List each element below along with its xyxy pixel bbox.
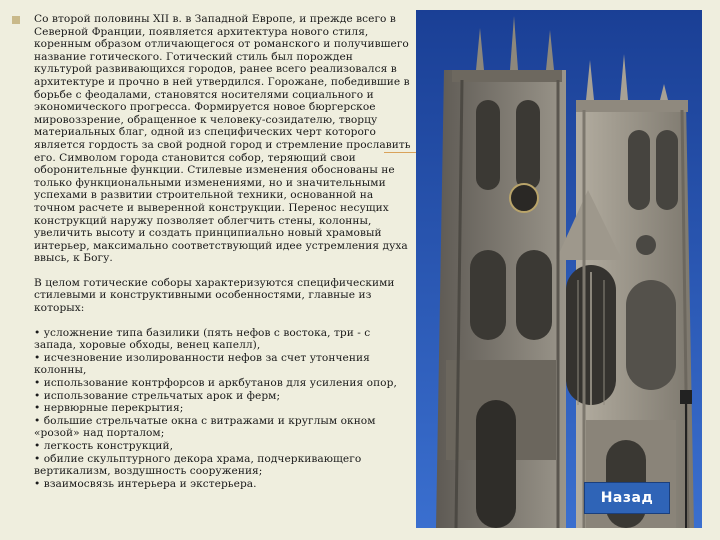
feature-item: • обилие скульптурного декора храма, подчеркивающего вертикализм, воздушность сооружения; (34, 452, 362, 478)
feature-item: • взаимосвязь интерьера и экстерьера. (34, 477, 257, 490)
intro-paragraph: Со второй половины XII в. в Западной Европе, и прежде всего в Северной Франции, появляется архитектура нового стиля, коренным образом отличающегося от романского и получившего название готического. Готический стиль был порожден культурой развивающихся городов, ранее всего реализовался в архитектуре и прочно в ней утвердился. Горожане, победившие в борьбе с феодалами, становятся носителями социального и экономического прогресса. Формируется новое бюргерское мировоззрение, обращенное к человеку-созидателю, творцу материальных благ, одной из специфических черт которого является гордость за свой родной город и стремление прославить его. Символом города становится собор, теряющий свои оборонительные функции. Стилевые изменения обоснованы не только функциональными изменениями, но и значительными успехами в развитии строительной техники, основанной на точном расчете и выверенной конструкции. Перенос несущих конструкций наружу позволяет облегчить стены, колонны, увеличить высоту и создать принципиально новый храмовый интерьер, максимально соответствующий идее устремления духа ввысь, к Богу. (34, 13, 411, 265)
feature-item: • использование стрельчатых арок и ферм; (34, 389, 281, 402)
connector-line (384, 152, 418, 153)
main-text (34, 13, 414, 490)
cathedral-illustration (416, 10, 702, 528)
cathedral-photo (416, 10, 702, 528)
feature-item: • большие стрельчатые окна с витражами и круглым окном «розой» над порталом; (34, 414, 376, 440)
features-intro: В целом готические соборы характеризуются специфическими стилевыми и конструктивными особенностями, главные из которых: (34, 276, 395, 315)
feature-item: • нервюрные перекрытия; (34, 402, 184, 415)
square-bullet-icon (12, 16, 20, 24)
feature-item: • легкость конструкций, (34, 440, 174, 452)
feature-item: • исчезновение изолированности нефов за счет утончения колонны, (34, 351, 370, 377)
feature-item: • использование контрфорсов и аркбутанов для усиления опор, (34, 377, 397, 390)
features-list (34, 327, 414, 491)
feature-item: • усложнение типа базилики (пять нефов с востока, три - с запада, хоровые обходы, венец капелл), (34, 326, 371, 352)
back-button[interactable]: Назад (584, 482, 670, 514)
